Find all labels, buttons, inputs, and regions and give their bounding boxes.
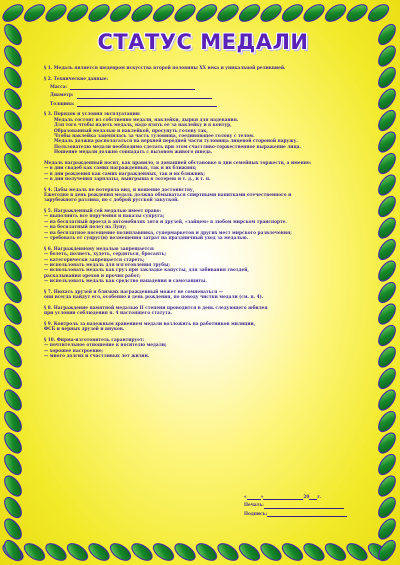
border-leaf-bottom [86, 540, 112, 563]
border-leaf-bottom [22, 540, 48, 563]
section-line: § 3. Порядок и условия эксплуатации: [44, 112, 141, 118]
border-leaf-left [1, 258, 24, 284]
section-s11 [44, 338, 362, 360]
border-leaf-left [1, 22, 24, 48]
border-leaf-left [1, 129, 24, 155]
section-line: зарубежного разлива, но с доброй русской закуской. [44, 198, 179, 204]
tech-field-label: Толщина: [50, 101, 75, 107]
section-line: раскалывания орехов и прочих работ; [44, 273, 141, 279]
border-leaf-top [301, 1, 327, 24]
border-leaf-right [375, 43, 398, 69]
border-leaf-right [375, 108, 398, 134]
border-leaf-left [1, 409, 24, 435]
border-leaf-bottom [344, 540, 370, 563]
section-line: — на бесплатный полет на Луну; [44, 225, 127, 231]
border-leaf-left [1, 301, 24, 327]
border-leaf-right [375, 65, 398, 91]
section-s1 [44, 66, 362, 71]
section-indented-line: Медаль состоит из собственно медали, наклейки, дырки для надевания. [54, 117, 239, 123]
border-leaf-left [1, 495, 24, 521]
sign-row [244, 512, 364, 517]
section-line: § 5. Награжденный сей медалью имеет право: [44, 209, 162, 215]
section-line: § 4. Дабы медаль не потеряла вид, и ношение достоинству, [44, 187, 195, 193]
stamp-line [264, 504, 344, 509]
border-leaf-left [1, 387, 24, 413]
signature-block [244, 492, 364, 517]
border-leaf-left [1, 43, 24, 69]
section-s4 [44, 161, 362, 183]
border-leaf-bottom [65, 540, 91, 563]
tech-field-label: Диаметр: [50, 93, 74, 99]
border-leaf-bottom [215, 540, 241, 563]
border-leaf-bottom [280, 540, 306, 563]
border-leaf-right [375, 258, 398, 284]
border-leaf-right [375, 215, 398, 241]
border-leaf-right [375, 172, 398, 198]
border-leaf-left [1, 366, 24, 392]
border-leaf-top [366, 1, 392, 24]
page-title: СТАТУС МЕДАЛИ [97, 30, 309, 54]
section-line: § 10. Фирма-изготовитель гарантирует: [44, 337, 145, 343]
tech-field [44, 102, 362, 107]
tech-field-label: Масса: [50, 85, 68, 90]
border-leaf-left [1, 323, 24, 349]
section-line: при условии соблюдения п. 4 настоящего статута. [44, 311, 173, 317]
border-leaf-right [375, 194, 398, 220]
section-line: — на бесплатный проезд в автомобилях зятя и друзей, «зайцем» в любом мирском транспорте. [44, 219, 287, 225]
section-line: § 6. Награжденному медалью запрещается: [44, 246, 155, 252]
section-s6 [44, 209, 362, 241]
section-line: § 1. Медаль является шедевром искусства второй половины XX века и уникальной реликвией. [44, 66, 286, 71]
border-leaf-top [172, 1, 198, 24]
border-leaf-right [375, 151, 398, 177]
section-line: — в дни рождения как самих награжденных, так и их ближних; [44, 171, 205, 177]
border-leaf-top [43, 1, 69, 24]
border-leaf-bottom [43, 540, 69, 563]
section-line: — в дни получения зарплаты, выигрыша в лотерею и т. д., и т. п. [44, 177, 211, 183]
border-leaf-bottom [172, 540, 198, 563]
border-leaf-right [375, 129, 398, 155]
section-s5 [44, 188, 362, 204]
border-leaf-left [1, 215, 24, 241]
section-indented-line: Чтобы наклейка зацепилась за часть туловища, соединяющее голову с телом. [54, 134, 255, 140]
tech-field-blank [77, 102, 217, 107]
border-leaf-right [375, 86, 398, 112]
border-leaf-top [194, 1, 220, 24]
border-leaf-right [375, 22, 398, 48]
border-leaf-bottom [129, 540, 155, 563]
border-leaf-bottom [151, 540, 177, 563]
section-line: Ежегодно в день рождения медаль должна обмываться спиртными напитками отечественного и [44, 193, 292, 199]
border-leaf-left [1, 65, 24, 91]
border-leaf-top [344, 1, 370, 24]
date-close-quote: » [260, 495, 264, 500]
date-month-line [260, 495, 303, 500]
border-leaf-left [1, 280, 24, 306]
stamp-label: Печать: [244, 503, 264, 509]
border-leaf-top [258, 1, 284, 24]
border-leaf-bottom [301, 540, 327, 563]
border-leaf-left [1, 516, 24, 542]
section-line: § 8. Награждение памятной медалью II степени проводится в день следующего юбилея [44, 305, 268, 311]
border-leaf-bottom [194, 540, 220, 563]
border-leaf-top [280, 1, 306, 24]
stamp-row [244, 503, 364, 508]
section-line: — почтительное отношение к носителю медали; [44, 343, 167, 349]
section-line: — требовать от супруг(и) возмещения затрат на праздничный уход за медалью. [44, 236, 249, 242]
border-leaf-top [215, 1, 241, 24]
section-s9 [44, 306, 362, 317]
border-leaf-bottom [258, 540, 284, 563]
section-indented-line: Пользователю медали необходимо сделать при этом счастливо-торжественное выражение лица. [54, 144, 301, 150]
tech-field [44, 93, 362, 98]
border-leaf-right [375, 344, 398, 370]
section-line: — использовать медаль как груз при закладке капусты, для забивания гвоздей, [44, 268, 249, 274]
section-s10 [44, 322, 362, 333]
section-line: — выполнить все поручения и наказы супруга; [44, 214, 165, 220]
date-year-prefix: 20 [303, 495, 310, 500]
border-leaf-bottom [237, 540, 263, 563]
section-line: — использовать медаль для изготовления трубы; [44, 262, 171, 268]
section-s8 [44, 290, 362, 301]
tech-field-blank [77, 94, 212, 99]
border-leaf-bottom [108, 540, 134, 563]
section-line: — много долгих и счастливых лет жизни. [44, 353, 150, 359]
section-line: — болеть, полнеть, худеть, сердиться, бросаять; [44, 252, 167, 258]
border-leaf-right [375, 409, 398, 435]
border-leaf-right [375, 301, 398, 327]
border-leaf-left [1, 108, 24, 134]
border-leaf-top [151, 1, 177, 24]
section-line: Медаль награжденный носит, как правило, в домашней обстановке в дни семейных торжеств, а именно: [44, 160, 312, 166]
border-leaf-top [129, 1, 155, 24]
section-s3 [44, 112, 362, 155]
border-leaf-top [65, 1, 91, 24]
section-line: § 9. Контроль за надежным хранением медали возложить на работников милиции, [44, 321, 256, 327]
border-leaf-left [1, 344, 24, 370]
section-indented-line: Образованный медалью и наклейкой, просунуть голову так, [54, 128, 208, 134]
border-leaf-left [1, 86, 24, 112]
section-s7 [44, 247, 362, 285]
border-leaf-left [1, 237, 24, 263]
border-leaf-left [1, 172, 24, 198]
section-s2 [44, 77, 362, 108]
border-leaf-right [375, 452, 398, 478]
section-line: — использовать медаль как средство нападения и самозащиты. [44, 279, 207, 285]
border-leaf-right [375, 387, 398, 413]
border-leaf-left [1, 430, 24, 456]
border-leaf-right [375, 237, 398, 263]
border-leaf-top [22, 1, 48, 24]
section-line: — на бесплатное посещение полиплавника, супермаркетов и других мест мирского развлечения; [44, 230, 292, 236]
certificate-content [44, 30, 362, 540]
date-row [244, 495, 364, 500]
section-indented-line: Для того чтобы надеть медаль, надо взять ее за наклейку и в контур, [54, 123, 232, 129]
section-line: они всегда найдут его, особенно в день рождения, по поводу чистки медали (см. п. 4). [44, 295, 264, 301]
tech-field [44, 85, 362, 90]
border-leaf-right [375, 495, 398, 521]
section-indented-line: Медаль должна располагаться на верхней передней части туловища лицевой стороной наружу. [54, 139, 298, 145]
border-leaf-left [1, 151, 24, 177]
sign-label: Подпись: [244, 511, 268, 517]
border-leaf-right [375, 516, 398, 542]
border-leaf-bottom [323, 540, 349, 563]
section-line: § 2. Технические данные: [44, 76, 109, 82]
section-indented-line: Ношение медали должно совпадать с вызовом живого шведа. [54, 150, 213, 156]
date-year-line [309, 495, 317, 500]
section-line: — в дни свадеб как самих награжденных, так и их ближних; [44, 166, 197, 172]
section-line: — категорически запрещается стареть; [44, 257, 145, 263]
date-year-end: г. [317, 495, 322, 500]
tech-field-blank [70, 85, 195, 90]
border-leaf-top [108, 1, 134, 24]
border-leaf-top [237, 1, 263, 24]
section-line: ФСБ и верных друзей и внуков. [44, 327, 125, 333]
border-leaf-right [375, 323, 398, 349]
border-leaf-top [323, 1, 349, 24]
border-leaf-left [1, 452, 24, 478]
border-leaf-right [375, 366, 398, 392]
date-open-quote: « [244, 495, 247, 500]
date-day-line [247, 495, 261, 500]
border-leaf-left [1, 194, 24, 220]
border-leaf-top [86, 1, 112, 24]
section-line: § 7. Нюхать друзей и близких награжденный может не сомневаться — [44, 289, 224, 295]
sign-line [267, 512, 347, 517]
border-leaf-right [375, 280, 398, 306]
section-line: — хорошее настроение; [44, 348, 104, 354]
border-leaf-top [0, 1, 26, 24]
border-leaf-right [375, 473, 398, 499]
border-leaf-right [375, 430, 398, 456]
sections-list [44, 66, 362, 359]
border-leaf-left [1, 473, 24, 499]
